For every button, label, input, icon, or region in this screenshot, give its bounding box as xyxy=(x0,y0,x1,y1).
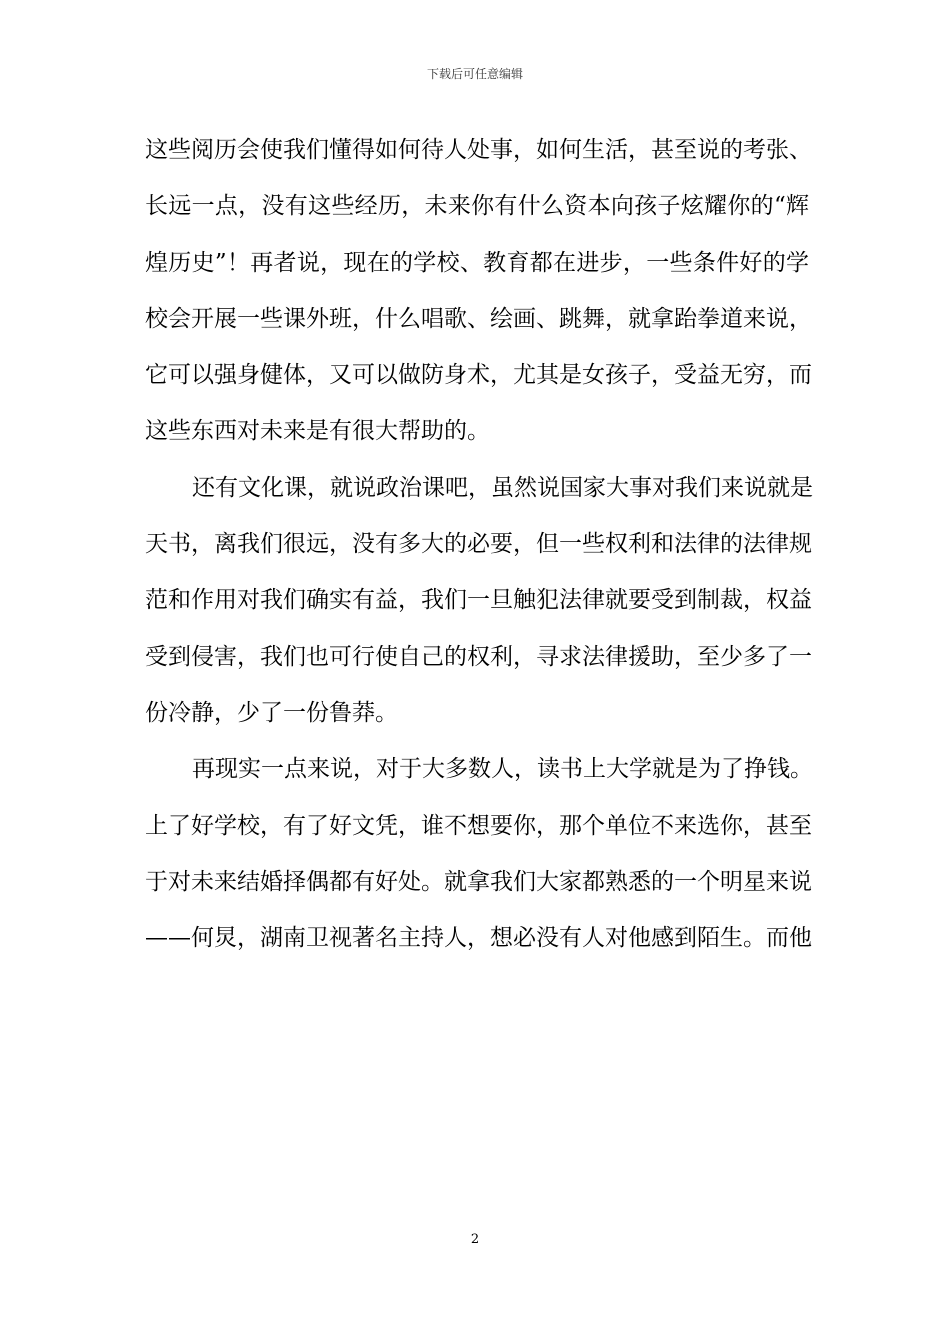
text-line: 它可以强身健体，又可以做防身术，尤其是女孩子，受益无穷，而 xyxy=(145,362,812,389)
text-line: 天书，离我们很远，没有多大的必要，但一些权利和法律的法律规 xyxy=(145,531,812,558)
text-line: 这些阅历会使我们懂得如何待人处事，如何生活，甚至说的考张、 xyxy=(145,137,812,163)
text-line: ——何炅，湖南卫视著名主持人，想必没有人对他感到陌生。而他 xyxy=(145,925,812,952)
text-line: 上了好学校，有了好文凭，谁不想要你，那个单位不来选你，甚至 xyxy=(145,812,812,839)
text-line: 再现实一点来说，对于大多数人，读书上大学就是为了挣钱。 xyxy=(192,756,813,783)
text-line: 这些东西对未来是有很大帮助的。 xyxy=(145,418,490,445)
page-number: 2 xyxy=(470,1232,480,1247)
text-line: 份冷静，少了一份鲁莽。 xyxy=(145,699,398,726)
text-line: 长远一点，没有这些经历，未来你有什么资本向孩子炫耀你的“辉 xyxy=(145,193,809,220)
paragraph-3 xyxy=(145,741,813,966)
text-line: 煌历史”！再者说，现在的学校、教育都在进步，一些条件好的学 xyxy=(145,249,809,276)
text-line: 于对未来结婚择偶都有好处。就拿我们大家都熟悉的一个明星来说 xyxy=(145,868,812,895)
document-body xyxy=(145,122,813,966)
text-line: 校会开展一些课外班，什么唱歌、绘画、跳舞，就拿跆拳道来说， xyxy=(145,305,812,332)
text-line: 还有文化课，就说政治课吧，虽然说国家大事对我们来说就是 xyxy=(192,474,813,501)
text-line: 范和作用对我们确实有益，我们一旦触犯法律就要受到制裁，权益 xyxy=(145,587,812,614)
text-line: 受到侵害，我们也可行使自己的权利，寻求法律援助，至少多了一 xyxy=(145,643,812,670)
page-header: 下载后可任意编辑 xyxy=(426,67,523,81)
paragraph-1 xyxy=(145,122,812,460)
paragraph-2 xyxy=(145,460,813,741)
